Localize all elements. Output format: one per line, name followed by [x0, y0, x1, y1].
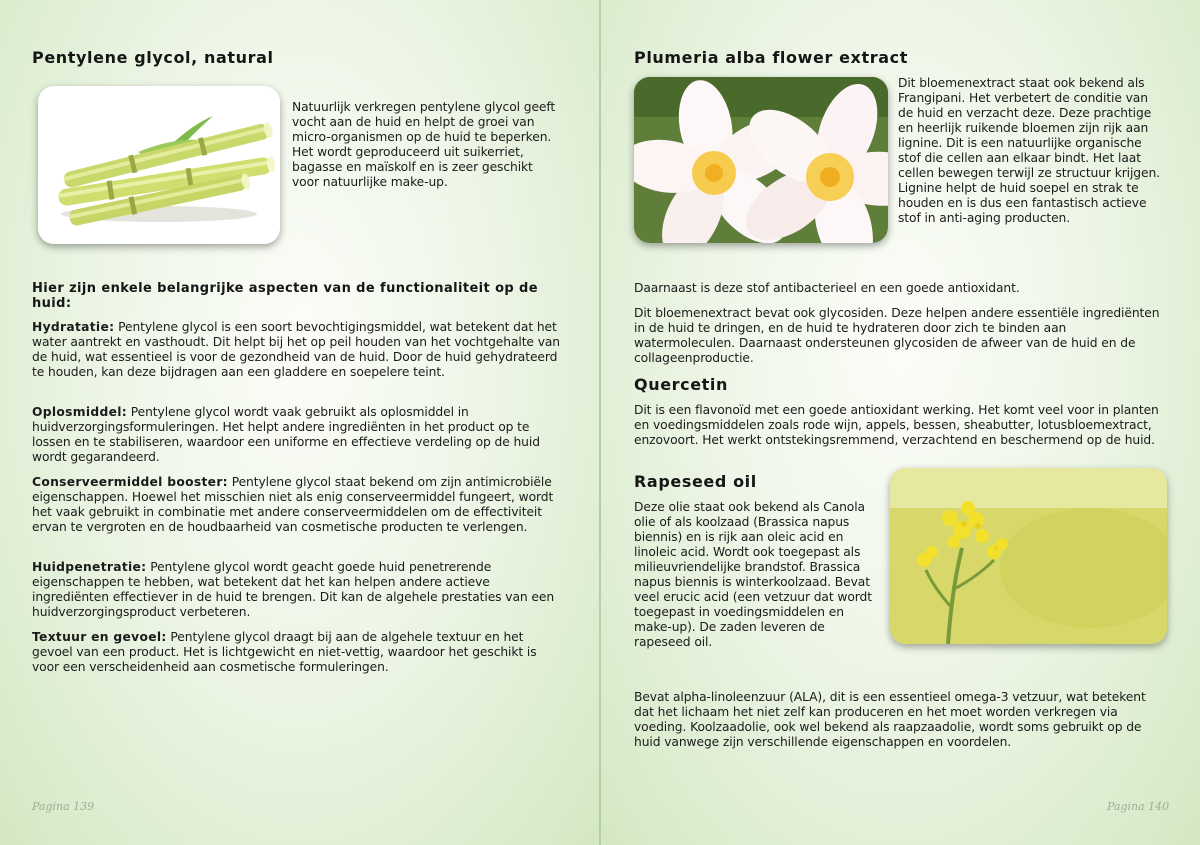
- aspect-label: Oplosmiddel:: [32, 405, 127, 419]
- left-page: [0, 0, 599, 845]
- sugarcane-image: [38, 86, 280, 244]
- aspect-huidpenetratie: [32, 560, 562, 620]
- plumeria-flower-image: [634, 77, 888, 243]
- quercetin-text: Dit is een flavonoïd met een goede antioxidant werking. Het komt veel voor in planten en voedingsmiddelen zoals rode wijn, appels, bessen, sheabutter, lotusbloemextract, enzovoort. Het werkt ontstekingsremmend, verzachtend en beschermend op de huid.: [634, 403, 1159, 447]
- aspect-oplosmiddel: [32, 405, 562, 465]
- pentylene-title: Pentylene glycol, natural: [32, 48, 274, 67]
- plumeria-title: Plumeria alba flower extract: [634, 48, 908, 67]
- aspect-label: Conserveermiddel booster:: [32, 475, 228, 489]
- page-number-right: Pagina 140: [1107, 800, 1170, 813]
- rapeseed-para2: Bevat alpha-linoleenzuur (ALA), dit is een essentieel omega-3 vetzuur, wat betekent dat het lichaam het niet zelf kan produceren en het moet worden verkregen via voeding. Koolzaadolie, ook wel bekend als raapzaadolie, wordt soms gebruikt op de huid vanwege zijn verschillende eigenschappen en voordelen.: [634, 690, 1146, 749]
- aspect-text: Pentylene glycol staat bekend om zijn antimicrobiële eigenschappen. Hoewel het misschien niet als enig conserveermiddel fungeert, wordt het vaak gebruikt in combinatie met andere conserveermiddelen om de effectiviteit ervan te vergroten en de houdbaarheid van cosmetische producten te verlengen.: [32, 475, 554, 534]
- quercetin-title: Quercetin: [634, 375, 728, 394]
- aspect-textuur: [32, 630, 562, 675]
- aspect-text: Pentylene glycol is een soort bevochtigingsmiddel, wat betekent dat het water aantrekt en vasthoudt. Dit helpt bij het op peil houden van het vochtgehalte van de huid, wat essentieel is voor de gezondheid van de huid. Door de huid gehydrateerd te houden, kan deze bijdragen aan een gladdere en soepelere teint.: [32, 320, 560, 379]
- rapeseed-text: Deze olie staat ook bekend als Canola olie of als koolzaad (Brassica napus biennis) en is rijk aan oleic acid en linoleic acid. Wordt ook toegepast als milieuvriendelijke brandstof. Brassica napus biennis is winterkoolzaad. Bevat veel erucic acid (een vetzuur dat wordt toegepast in voedingsmiddelen en make-up). De zaden leveren de rapeseed oil.: [634, 500, 872, 649]
- page-number-left: Pagina 139: [32, 800, 95, 813]
- aspect-label: Hydratatie:: [32, 320, 115, 334]
- right-page: [601, 0, 1200, 845]
- plumeria-text: Dit bloemenextract staat ook bekend als Frangipani. Het verbetert de conditie van de huid en verzacht deze. Deze prachtige en heerlijk ruikende bloemen zijn rijk aan lignine. Dit is een natuurlijke organische stof die cellen aan elkaar bindt. Het laat cellen bewegen terwijl ze structuur krijgen. Lignine helpt de huid soepel en strak te houden en is dus een fantastisch actieve stof in anti-aging producten.: [898, 76, 1160, 225]
- aspect-text: Pentylene glycol wordt vaak gebruikt als oplosmiddel in huidverzorgingsformuleringen. Het helpt andere ingrediënten in het product op te lossen en te stabiliseren, waardoor een uniforme en effectieve verdeling op de huid wordt gegarandeerd.: [32, 405, 540, 464]
- plumeria-para2: Daarnaast is deze stof antibacterieel en een goede antioxidant.: [634, 281, 1020, 295]
- aspect-hydratatie: [32, 320, 562, 380]
- rapeseed-flower-image: [890, 468, 1167, 644]
- pentylene-intro: Natuurlijk verkregen pentylene glycol geeft vocht aan de huid en helpt de groei van micro-organismen op de huid te beperken. Het wordt geproduceerd uit suikerriet, bagasse en maïskolf en is zeer geschikt voor natuurlijke make-up.: [292, 100, 556, 189]
- aspect-conserveermiddel: [32, 475, 562, 535]
- rapeseed-title: Rapeseed oil: [634, 472, 757, 491]
- aspect-text: Pentylene glycol draagt bij aan de algehele textuur en het gevoel van een product. Het is lichtgewicht en niet-vettig, waardoor het geschikt is voor een verscheidenheid aan cosmetische formuleringen.: [32, 630, 537, 674]
- aspect-text: Pentylene glycol wordt geacht goede huid penetrerende eigenschappen te hebben, wat betekent dat het kan helpen andere actieve ingrediënten effectiever in de huid te brengen. Dit kan de algehele prestaties van een huidverzorgingsproduct verbeteren.: [32, 560, 555, 619]
- aspect-label: Textuur en gevoel:: [32, 630, 167, 644]
- aspects-heading: Hier zijn enkele belangrijke aspecten van de functionaliteit op de huid:: [32, 281, 538, 311]
- plumeria-para3: Dit bloemenextract bevat ook glycosiden. Deze helpen andere essentiële ingrediënten in de huid te dringen, en de huid te hydrateren door zich te binden aan watermoleculen. Daarnaast ondersteunen glycosiden de afweer van de huid en de collageenproductie.: [634, 306, 1160, 365]
- aspect-label: Huidpenetratie:: [32, 560, 147, 574]
